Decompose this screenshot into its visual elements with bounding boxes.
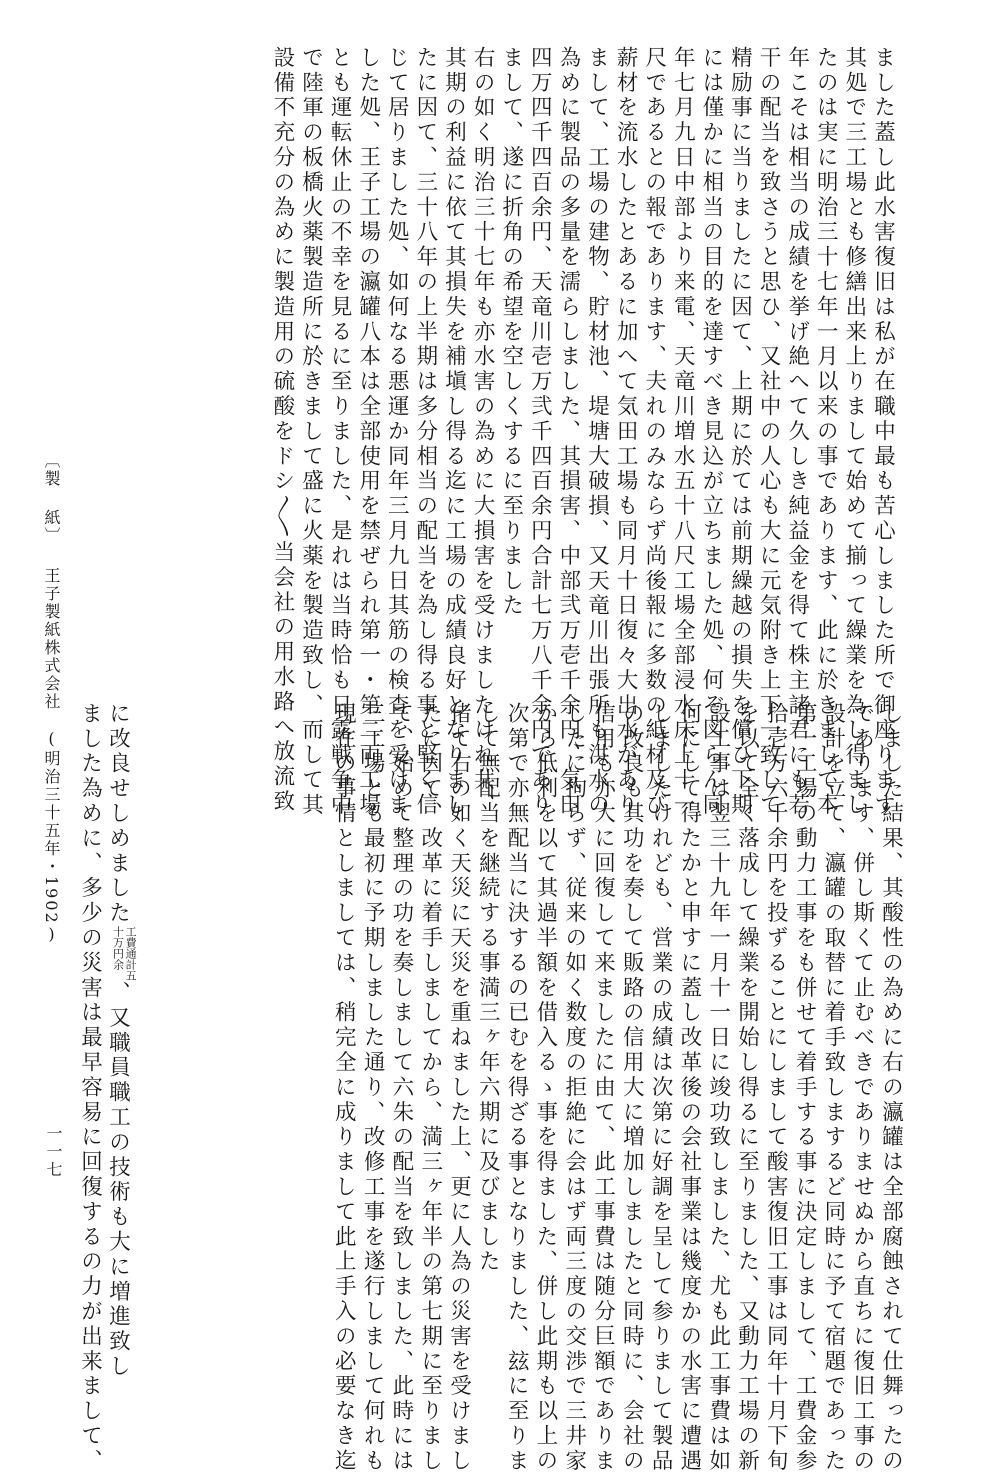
- inline-note: [111, 926, 136, 981]
- text-column: 設備不充分の為めに製造用の硫酸をドシ〳〵当会社の用水路へ放流致: [269, 46, 295, 815]
- running-head-company: 王子製紙株式会社: [42, 567, 61, 711]
- text-column: して無配当を継続する事満三ヶ年六期に及びました: [475, 702, 501, 1275]
- inline-note-line: 工費通計五: [124, 926, 138, 982]
- text-column: じて居りました処、如何なる悪運か同年三月九日其筋の検査を受けま: [384, 46, 410, 818]
- text-column: 設工事は翌三十九年一月十一日に竣功致しました、尤も此工事費は如: [705, 702, 731, 1474]
- text-column: ました蓋し此水害復旧は私が在職中最も苦心しました所で御座ります: [870, 46, 896, 818]
- text-column: 干の配当を致さうと思ひ、又社中の人心も大に元気附き上下一致して: [756, 46, 782, 818]
- text-column: であります、併し斯くて止むべきでありませぬから直ちに復旧工事の: [849, 702, 875, 1474]
- text-column: 為めに製品の多量を濡らしました、其損害、中部弐万壱千余円、気田: [555, 46, 581, 818]
- text-column: 次第で亦無配当に決するの已むを得ざる事となりました、玆に至りま: [504, 702, 530, 1474]
- text-column: 其処で三工場とも修繕出来上りまして始めて揃って繰業を為し得まし: [841, 46, 867, 818]
- text-column: したに拘らず、従来の如く数度の拒絶に会はず両三度の交渉で三井家: [561, 702, 587, 1474]
- text-column: [107, 702, 136, 1380]
- text-column: 四万四千四百余円、天竜川壱万弐千四百余円合計七万八千余円であり: [527, 46, 553, 818]
- running-head-year-close: ): [42, 924, 61, 946]
- text-column: 年こそは相当の成績を挙げ絶へて久しき純益金を得て株主諸君にも若: [784, 46, 810, 818]
- text-column: たに因て、三十八年の上半期は多分相当の配当を為し得る事と堅く信: [412, 46, 438, 818]
- text-column: 何にして得たかと申すに蓋し改革後の会社事業は幾度かの水害に遭遇: [676, 702, 702, 1474]
- text-column: した処、王子工場の瀛罐八本は全部使用を禁ぜられ第一・第二両工場: [355, 46, 381, 818]
- text-column: しました結果、其酸性の為めに右の瀛罐は全部腐蝕されて仕舞ったの: [878, 702, 904, 1474]
- text-column: 其期の利益に依て其損失を補塡し得る迄に工場の成績良好となりまし: [441, 46, 467, 818]
- running-head-year: (明治三十五年・: [42, 729, 61, 876]
- text-column: 現在の事情としましては、稍完全に成りまして此上手入の必要なき迄: [331, 702, 357, 1474]
- text-column: には僅かに相当の目的を達すべき見込が立ちました処、何ぞ図らん同: [698, 46, 724, 818]
- text-column: たに因て、改革に着手しましてから、満三ヶ年半の第七期に至りまし: [417, 702, 443, 1474]
- text-column: を以て全く落成して繰業を開始し得るに至りました、又動力工場の新: [734, 702, 760, 1474]
- running-head-year-latin: 1902: [42, 876, 61, 925]
- text-column: 精励事に当りましたに因て、上期に於ては前期繰越の損失を償ひ下期: [727, 46, 753, 818]
- text-column: しましたけれども、営業の成績は次第に好調を呈して参りまして製品: [648, 702, 674, 1474]
- text-column: から低利を以て其過半額を借入るゝ事を得ました、併し此期も以上の: [532, 702, 558, 1474]
- text-column: 第一工場の動力工事をも併せて着手する事に決定しまして、工費金参: [792, 702, 818, 1474]
- text-column: で陸軍の板橋火薬製造所に於きまして盛に火薬を製造致し、而して其: [298, 46, 324, 818]
- text-column: 拾壱万六千余円を投ずることにしまして酸害復旧工事は同年十月下旬: [763, 702, 789, 1474]
- text-column: たのは実に明治三十七年一月以来の事であります、此に於きまして本: [813, 46, 839, 818]
- running-head-category: 〔製 紙〕: [42, 452, 61, 545]
- text-column: 偖て右の如く天災に天災を重ねました上、更に人為の災害を受けまし: [446, 702, 472, 1474]
- running-head: [40, 452, 66, 946]
- text-column: まして、遂に折角の希望を空しくするに至りました: [498, 46, 524, 619]
- text-column: 薪材を流水したとあるに加へて気田工場も同月十日復々大出水があり: [613, 46, 639, 818]
- text-column: の改良も其功を奏して販路の信用大に増加しましたと同時に、会社の: [619, 702, 645, 1474]
- text-column: 右の如く明治三十七年も亦水害の為めに大損害を受けましたけれ共、: [470, 46, 496, 818]
- text-column: て、始めて整理の功を奏しまして六朱の配当を致しました、此時には: [388, 702, 414, 1474]
- text-column: とも運転休止の不幸を見るに至りました、是れは当時恰も日露戦争中: [327, 46, 353, 818]
- column-text: 、又職員職工の技術も大に増進致し: [105, 981, 131, 1380]
- text-column: 三工場とも最初に予期しました通り、改修工事を遂行しまして何れも: [360, 702, 386, 1474]
- text-column: まして、工場の建物、貯材池、堤塘大破損、又天竜川出張所も洪水の: [584, 46, 610, 818]
- text-column: 信用も亦大に回復して来ましたに由て、此工事費は随分巨額でありま: [590, 702, 616, 1474]
- text-column: 尺であるとの報であります、夫れのみならず尚後報に多数の紙材及び: [641, 46, 667, 818]
- column-text: に改良せしめました: [105, 702, 131, 927]
- text-column: 設計を立て、瀛罐の取替に着手致しまするど同時に予て宿題であった: [820, 702, 846, 1474]
- text-column: ました為めに、多少の災害は最早容易に回復するの力が出来まして、: [77, 702, 103, 1474]
- page-number: 一一七: [44, 1125, 63, 1179]
- text-column: 年七月九日中部より来電、天竜川増水五十八尺工場全部浸水床上十一: [670, 46, 696, 818]
- inline-note-line: 十万円余: [111, 926, 125, 971]
